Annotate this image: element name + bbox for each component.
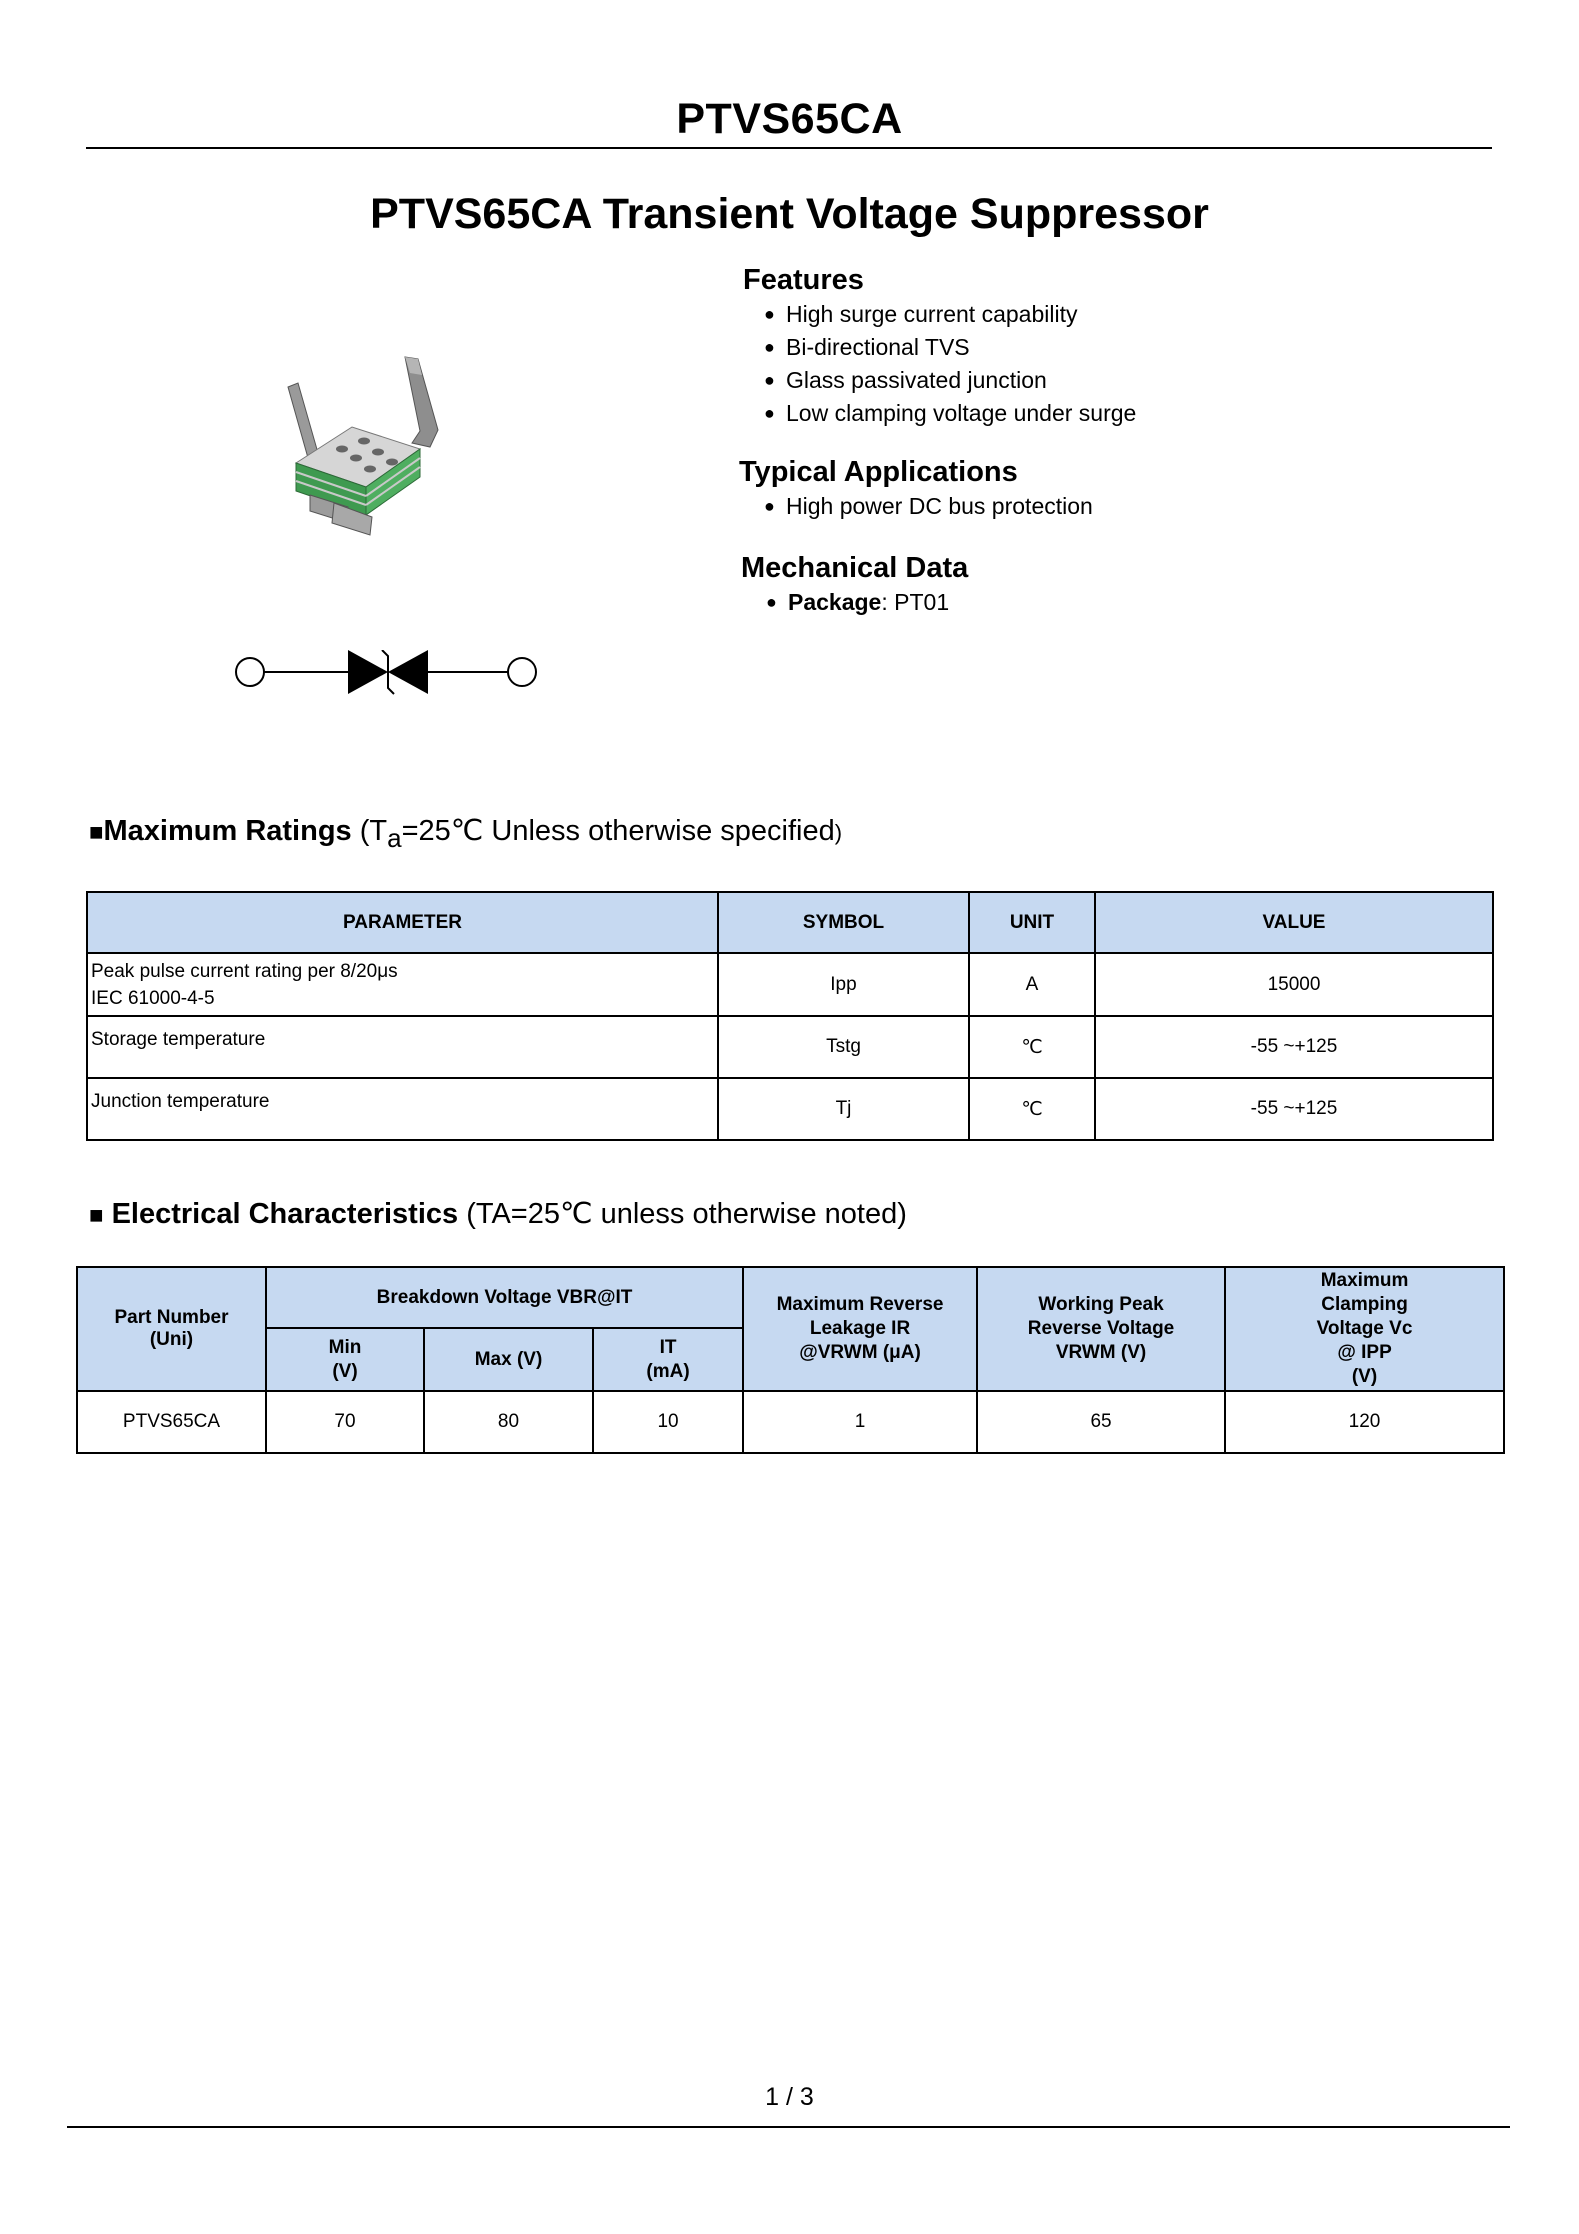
table-header-row: [77, 1267, 1504, 1328]
page-number: 1 / 3: [765, 2083, 814, 2111]
col-header-working-peak: Working Peak Reverse Voltage VRWM (V): [977, 1267, 1225, 1391]
application-item: ● High power DC bus protection: [764, 493, 1093, 519]
value-cell: 15000: [1095, 953, 1493, 1016]
footer-divider: [67, 2126, 1510, 2128]
col-header-symbol: SYMBOL: [718, 892, 969, 953]
col-header-min: Min (V): [266, 1328, 424, 1391]
col-header-unit: UNIT: [969, 892, 1095, 953]
param-cell: Junction temperature: [87, 1078, 718, 1140]
col-header-max: Max (V): [424, 1328, 593, 1391]
tvs-schematic-symbol: [230, 650, 540, 710]
symbol-cell: Ipp: [718, 953, 969, 1016]
mechanical-heading: Mechanical Data: [741, 552, 969, 584]
package-value: : PT01: [881, 589, 950, 615]
features-heading: Features: [743, 264, 864, 296]
package-label: Package: [788, 589, 882, 615]
unit-cell: ℃: [969, 1016, 1095, 1078]
page-header-title: PTVS65CA: [676, 95, 903, 143]
electrical-table: [76, 1266, 1505, 1454]
features-list: [764, 298, 1136, 430]
symbol-cell: Tstg: [718, 1016, 969, 1078]
col-header-value: VALUE: [1095, 892, 1493, 953]
feature-item: ● Low clamping voltage under surge: [764, 400, 1137, 426]
unit-cell: ℃: [969, 1078, 1095, 1140]
feature-item: ● High surge current capability: [764, 301, 1078, 327]
part-number-cell: PTVS65CA: [77, 1391, 266, 1453]
param-cell: Peak pulse current rating per 8/20μs IEC 61000-4-5: [87, 953, 718, 1016]
document-title: PTVS65CA Transient Voltage Suppressor: [370, 190, 1209, 238]
package-image: [270, 345, 450, 540]
vc-cell: 120: [1225, 1391, 1504, 1453]
it-cell: 10: [593, 1391, 743, 1453]
feature-item: ● Bi-directional TVS: [764, 334, 970, 360]
col-header-part-number: Part Number (Uni): [77, 1267, 266, 1391]
applications-list: [764, 490, 1093, 523]
header-divider: [86, 147, 1492, 149]
symbol-cell: Tj: [718, 1078, 969, 1140]
col-header-clamping: Maximum Clamping Voltage Vc @ IPP (V): [1225, 1267, 1504, 1391]
col-header-parameter: PARAMETER: [87, 892, 718, 953]
col-header-it: IT (mA): [593, 1328, 743, 1391]
electrical-heading: ■ Electrical Characteristics (TA=25℃ unless otherwise noted): [89, 1198, 907, 1230]
col-header-breakdown: Breakdown Voltage VBR@IT: [266, 1267, 743, 1328]
value-cell: -55 ~+125: [1095, 1016, 1493, 1078]
max-cell: 80: [424, 1391, 593, 1453]
table-row: [87, 1078, 1493, 1140]
feature-item: ● Glass passivated junction: [764, 367, 1047, 393]
table-row: [87, 1016, 1493, 1078]
value-cell: -55 ~+125: [1095, 1078, 1493, 1140]
max-ratings-heading: ■Maximum Ratings ($T_a=25℃$ Unless otherwise specified): [89, 815, 843, 853]
unit-cell: A: [969, 953, 1095, 1016]
mechanical-package: ● Package: PT01: [766, 589, 950, 615]
max-ratings-table: [86, 891, 1494, 1141]
col-header-leakage: Maximum Reverse Leakage IR @VRWM (μA): [743, 1267, 977, 1391]
param-cell: Storage temperature: [87, 1016, 718, 1078]
table-row: [77, 1391, 1504, 1453]
vrwm-cell: 65: [977, 1391, 1225, 1453]
min-cell: 70: [266, 1391, 424, 1453]
applications-heading: Typical Applications: [739, 456, 1018, 488]
table-row: [87, 953, 1493, 1016]
table-header-row: [87, 892, 1493, 953]
leakage-cell: 1: [743, 1391, 977, 1453]
